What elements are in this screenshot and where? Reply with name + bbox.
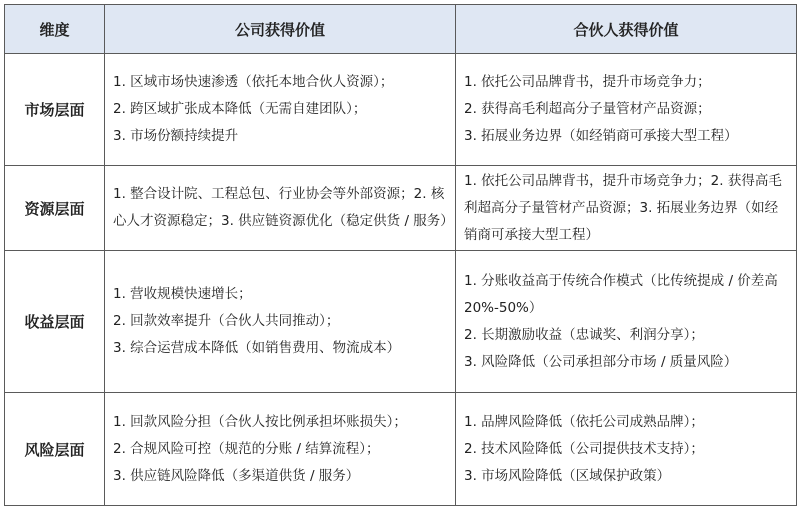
list-item: 2. 长期激励收益（忠诚奖、利润分享）； <box>464 326 704 343</box>
company-value-cell <box>105 250 456 393</box>
list-item: 1. 营收规模快速增长； <box>113 286 252 303</box>
partner-value-cell <box>456 54 797 166</box>
list-item: 1. 回款风险分担（合伙人按比例承担坏账损失）； <box>113 413 407 430</box>
header-company-value: 公司获得价值 <box>105 5 456 54</box>
company-value-cell <box>105 166 456 250</box>
company-value-cell <box>105 393 456 506</box>
company-value-cell <box>105 54 456 166</box>
dimension-cell: 风险层面 <box>5 393 105 506</box>
partner-value-cell <box>456 166 797 250</box>
dimension-cell: 收益层面 <box>5 250 105 393</box>
list-item: 2. 合规风险可控（规范的分账 / 结算流程）； <box>113 440 380 457</box>
list-item: 1. 分账收益高于传统合作模式（比传统提成 / 价差高 20%-50%） <box>464 272 778 316</box>
dimension-cell: 资源层面 <box>5 166 105 250</box>
list-item: 3. 供应链风险降低（多渠道供货 / 服务） <box>113 467 360 484</box>
list-item: 2. 技术风险降低（公司提供技术支持）； <box>464 440 704 457</box>
list-item: 3. 市场风险降低（区域保护政策） <box>464 467 671 484</box>
list-item: 3. 综合运营成本降低（如销售费用、物流成本） <box>113 340 401 357</box>
list-item: 3. 风险降低（公司承担部分市场 / 质量风险） <box>464 353 738 370</box>
list-item: 2. 跨区域扩张成本降低（无需自建团队）； <box>113 101 367 118</box>
list-item: 2. 获得高毛利超高分子量管材产品资源； <box>464 101 711 118</box>
table-row <box>5 393 797 506</box>
table-row <box>5 54 797 166</box>
list-item: 1. 区域市场快速渗透（依托本地合伙人资源）； <box>113 74 394 91</box>
list-item: 1. 依托公司品牌背书，提升市场竞争力；2. 获得高毛利超高分子量管材产品资源；3. 拓展业务边界（如经销商可承接大型工程） <box>464 172 782 243</box>
partner-value-cell <box>456 393 797 506</box>
partner-value-cell <box>456 250 797 393</box>
list-item: 1. 整合设计院、工程总包、行业协会等外部资源；2. 核心人才资源稳定；3. 供应链资源优化（稳定供货 / 服务） <box>113 186 454 230</box>
list-item: 1. 品牌风险降低（依托公司成熟品牌）； <box>464 413 704 430</box>
value-comparison-table <box>4 4 797 506</box>
header-row <box>5 5 797 54</box>
list-item: 3. 市场份额持续提升 <box>113 128 239 145</box>
table-row <box>5 250 797 393</box>
table-row <box>5 166 797 250</box>
list-item: 3. 拓展业务边界（如经销商可承接大型工程） <box>464 128 738 145</box>
header-partner-value: 合伙人获得价值 <box>456 5 797 54</box>
dimension-cell: 市场层面 <box>5 54 105 166</box>
header-dimension: 维度 <box>5 5 105 54</box>
list-item: 2. 回款效率提升（合伙人共同推动）； <box>113 313 340 330</box>
list-item: 1. 依托公司品牌背书，提升市场竞争力； <box>464 74 711 91</box>
